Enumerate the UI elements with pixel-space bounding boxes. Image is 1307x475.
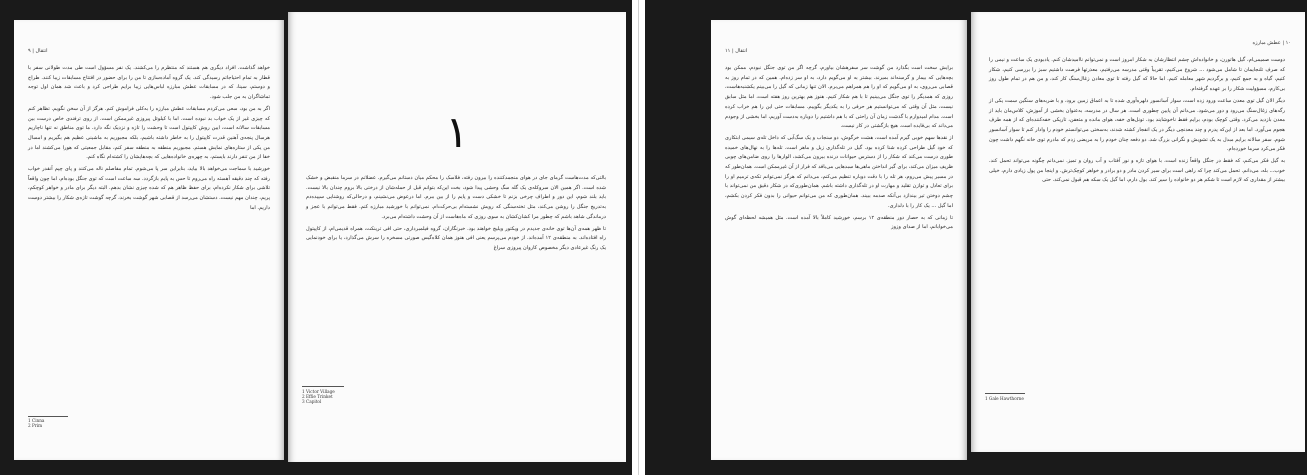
left-scan-spread — [0, 0, 632, 475]
paragraph: خواهد گذاشت. افراد دیگری هم هستند که منتظرم را می‌کشند. یک نفر مسؤول است طی مدت طولانی سفر با قطار به تمام احتیاجاتم رسیدگی کند. یک گروه آماده‌سازی تا من را برای حضور در افتتاح مسابقات زیبا کنند. طراح و دوستم، سینا، که در مسابقات عطش مبارزه لباس‌هایی زیبا برایم طراحی کرد و باعث شد همان اول توجه تماشاگران به من جلب شود. — [28, 65, 270, 101]
paragraph: تا زمانی که به حصار دور منطقه‌ی ۱۲ برسم، خورشید کاملاً بالا آمده است. مثل همیشه لحظه‌ای گوش می‌خوابانم، اما از صدای وزوز — [725, 214, 953, 231]
footnote-rule — [302, 386, 344, 387]
page-body — [989, 56, 1285, 188]
footnotes — [302, 389, 335, 404]
paragraph: بالتی‌که مدت‌هاست گرمای جای در هوای منجمدکننده را بیرون رفته، فلاسک را محکم میان دستانم می‌گیرم. عضلاتم در سرما منقبض و خشک شده است. اگر همین الان سروکله‌ی یک گله سگ وحشی پیدا شود، بخت این‌که بتوانم قبل از حمله‌شان از درختی بالا بروم چندان بالا نیست. باید بلند شوم، این دور و اطراف چرخی بزنم تا خشکی دست و پایم را از بین ببرم. اما درعوض می‌نشینم، و درحالی‌که روشنایی سپیده‌دم به‌تدریج جنگل را روشن می‌کند، مثل تخته‌سنگی که رویش نشسته‌ام بی‌حرکت‌ام. نمی‌توانم با خورشید مبارزه کنم. فقط می‌توانم با عجز و درماندگی شاهد باشم که چطور مرا کشان‌کشان به سوی روزی که ماه‌هاست از آن وحشت داشته‌ام می‌برد. — [306, 175, 606, 220]
right-scan-spread — [645, 0, 1307, 475]
right-spread-page-2 — [971, 12, 1305, 452]
chapter-number: ۱ — [445, 107, 469, 158]
footnote: 1 Victor Village — [302, 389, 335, 394]
paragraph: به گیل فکر می‌کنم، که فقط در جنگل واقعاً زنده است، با هوای تازه و نور آفتاب و آب روان و تمیز. نمی‌دانم چگونه می‌تواند تحمل کند. خوب... بله، می‌دانم. تحمل می‌کند چرا که راهی است برای سیر کردن مادر و دو برادر و خواهر کوچک‌ترش. و اینجا من پول زیادی دارم، خیلی بیشتر از مقداری که لازم است تا شکم هر دو خانواده را سیر کند. بول دارم، اما گیل یک سکه هم قبول نمی‌کند. حتی — [989, 158, 1285, 184]
footnote: 3 Capitol — [302, 399, 322, 404]
paragraph: اگر به من بود، سعی می‌کردم مسابقات عطش مبارزه را به‌کلی فراموش کنم. هرگز از آن سخن نگویم. تظاهر کنم که چیزی غیر از یک خواب بد نبوده است. اما با کیلوئل پیروزی غیرممکن است. از روی ترفندی خاص درست بین مسابقات سالانه است، ایین روش کاپیتول است تا وحشت را تازه و نزدیک نگه دارد. ما توی مناطق نه تنها ناچاریم هرسال پنجه‌ی آهنین قدرت کاپیتول را به خاطر داشته باشیم، بلکه مجبوریم به ماشینی عظیم هم بگیریم و امسال من یکی از ستاره‌های نمایش هستم. مجبوریم منطقه به منطقه سفر کنم، مقابل جمعیتی که هورا می‌کشند اما در خفا از من تنفر دارند بایستم، به چهره‌ی خانواده‌هایی که بچه‌هایشان را کشته‌ام نگاه کنم. — [28, 105, 270, 161]
right-spread-page-1 — [711, 20, 967, 460]
page-body — [28, 64, 270, 216]
left-spread-page-2 — [288, 12, 626, 462]
paragraph: از نقدها سهم خوبی گیرم آمده است، هشت خرگوش، دو سنجاب و یک سگ‌آبی که داخل تله‌ی سیمی ابتکاری که خود گیل طراحی کرده شنا کرده بود. گیل در تله‌گذاری زبل و ماهر است. تله‌ها را به نهال‌های خمیده طوری درست می‌کند که شکار را از دسترس حیوانات درنده بیرون می‌کشد، الوارها را روی ضامن‌های چوبی ظریف میزان می‌کند، برای گیر انداختن ماهی‌ها سبدهایی می‌بافد که فرار از آن غیرممکن است. همان‌طور که در مسیر پیش می‌روم، هر تله را با دقت دوباره تنظیم می‌کنم، می‌دانم که هرگز نمی‌توانم تکه‌ی ترمیم او را برای تعادل و توازن تقلید و مهارت او در تله‌گذاری داشته باشم. همان‌طوری‌که در شکار دقیق من نمی‌تواند با چشم دوختن تیر بیندازد بی‌آنکه صدمه ببیند. همان‌طوری که من می‌توانم حیوانی را بدون فکر کردن بکشم، اما گیل ... یک کار را با دلداری. — [725, 134, 953, 209]
page-header: انتقال | ۹ — [28, 48, 48, 54]
spread-divider — [638, 0, 639, 475]
page-body — [725, 64, 953, 235]
paragraph: تا ظهر همه‌ی آن‌ها توی خانه‌ی جدیدم در ویکتور ویلیج خواهند بود. خبرنگاران، گروه فیلمبرداری، حتی افی ترینکت، همراه قدیمی‌ام، از کاپیتول راه افتاده‌اند. به منطقه‌ی ۱۲ آمده‌اند. از خودم می‌پرسم یعنی افی هنوز همان کلاه‌گیس صورتی مسخره را سرش می‌گذارد، یا برای خودنمایی یک رنگ غیرعادی دیگر مخصوص کاروان پیروزی سراغ — [306, 225, 606, 251]
paragraph: دیگر الان گیل توی معدن ساعت ورود زده است، سوار آسانسور دلهره‌آوری شده تا به اعماق زمین برود، و با ضربه‌های سنگین سمت یکی از رگه‌های زغال‌سنگ می‌رود و دور می‌شود. می‌دانم آن پایین چطوری است. هر سال در مدرسه، به‌عنوان بخشی از آموزش، کلاس‌مان باید از معدن بازدید می‌کرد. وقتی کوچک بودم، برایم فقط ناخوشایند بود. تونل‌های خفه، هوای مانده و متعفن، تاریکی خفه‌کننده‌ای که از همه طرف هجوم می‌آورد. اما بعد از این‌که پدرم و چند معدنچی دیگر در یک انفجار کشته شدند، به‌سختی می‌توانستم خودم را وادار کنم تا سوار آسانسور شوم. سفر سالانه برایم مبدل به یک تشویش و نگرانی بزرگ شد. دو دفعه چنان خودم را به مریضی زدم که مادرم توی خانه نگهم داشت چون فکر می‌کرد سرما خورده‌ام. — [989, 97, 1285, 153]
footnote: 1 Cinna — [28, 418, 45, 423]
footnotes — [28, 418, 44, 428]
footnotes — [985, 396, 1024, 401]
page-header: انتقال | ۱۱ — [725, 48, 748, 54]
paragraph: خورشید با سماجت می‌خواهد بالا بیاید، بنابراین سر پا می‌شوم. تمام مفاصلم ناله می‌کنند و پای چپم آنقدر خواب رفته که چند دقیقه آهسته راه می‌روم تا حس به پایم بازگردد. سه ساعت است که توی جنگل بوده‌ام، اما چون واقعاً تلاشی برای شکار نکرده‌ام، برای حفظ ظاهر هم که شده چیزی نشان بدهم. البته دیگر برای مادر و خواهر کوچکم، پریم، چندان مهم نیست. دستشان می‌رسد از قصابی شهر گوشت بخرند، گرچه گوشت تازه‌ی شکار را بیشتر دوست داریم. اما — [28, 166, 270, 211]
footnote-rule — [28, 416, 68, 417]
footnote: 1 Gale Hawthorne — [985, 396, 1024, 401]
footnote: 2 Effie Trinket — [302, 394, 333, 399]
left-spread-page-1 — [14, 20, 284, 460]
page-header: ۱۰ | عطش مبارزه — [1252, 40, 1291, 46]
page-body — [306, 174, 606, 256]
footnote: 2 Prim — [28, 423, 43, 428]
paragraph: دوست صمیمی‌ام، گیل هاتورن، و خانواده‌اش چشم انتظارشان به شکار امروز است و نمی‌توانم ناامیدشان کنم. یادبودی یک ساعت و نیمی را که صرف تلنجایمان تا شامل می‌شود ... شروع می‌کنیم، تقریباً وقتی مدرسه می‌رفتیم، معذرتها فرصت داشتیم سبز را بررسی کنیم، شکار کنیم، گیاه و به جمع کنیم، و برگردیم شهر معامله کنیم. اما حالا که گیل رفته تا توی معادن زغال‌سنگ کار کند، و من هم در تمام طول روز بی‌کارم، مسؤولیت شکار را بر عهده گرفته‌ام. — [989, 57, 1285, 93]
footnote-rule — [985, 393, 1025, 394]
paragraph: برایش سخت است بگذارد من گوشت سر سفرهشان بیاورم، گرچه اگر من توی جنگل نبودم، ممکن بود بچه‌هایی که بیمار و گرسنه‌اند بمیرند. بیشتر به او می‌گویم دارد، به او سر زده‌ام. همین که در تمام روز به قصابی می‌روی، به او می‌گویم که او را هم همراهم می‌برم. الان تنها زمانی که گیل را می‌بینم یکشنبه‌هاست، روزی که همدیگر را توی جنگل می‌بینیم تا با هم شکار کنیم. هنوز هم بهترین روز هفته است، اما مثل سابق نیست، مثل آن وقتی که می‌توانستیم هر حرفی را به یکدیگر بگوییم. مسابقات حتی این را هم خراب کرده است. مدام امیدوارم با گذشت زمان آن راحتی که با هم داشتیم را دوباره به‌دست آوریم، اما بخشی از وجودم می‌داند که بی‌فایده است. هیچ بازگشتی در کار نیست. — [725, 65, 953, 130]
